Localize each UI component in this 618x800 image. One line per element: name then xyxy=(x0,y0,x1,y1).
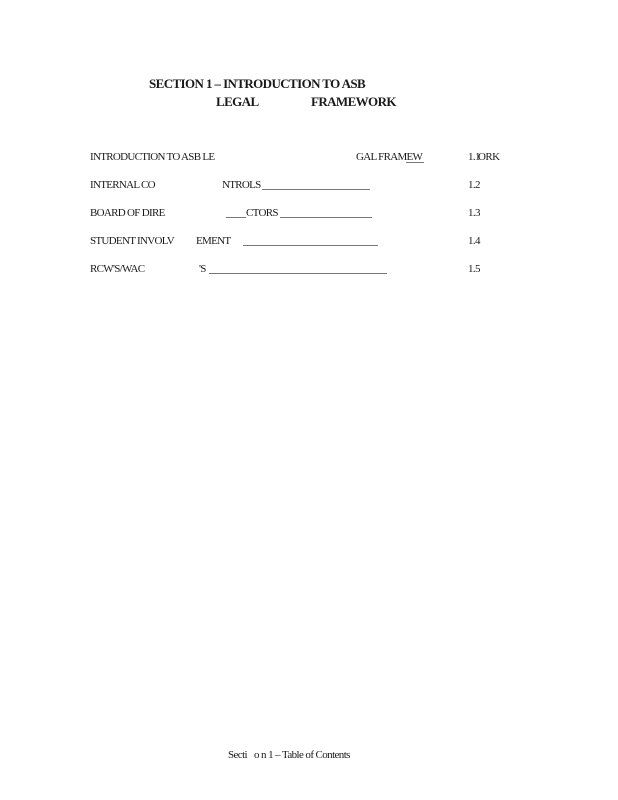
section-title-line-2-left: LEGAL xyxy=(216,94,259,109)
toc-row[interactable] xyxy=(0,207,618,227)
toc-page-number[interactable]: 1.5 xyxy=(468,263,480,275)
toc-row[interactable] xyxy=(0,179,618,199)
dot-leader xyxy=(406,162,424,163)
dot-leader xyxy=(243,245,378,246)
dot-leader xyxy=(280,217,372,218)
toc-row[interactable] xyxy=(0,151,618,171)
toc-row[interactable] xyxy=(0,235,618,255)
dot-leader xyxy=(262,189,370,190)
toc-entry-title[interactable]: INTRODUCTION TO ASB LE xyxy=(90,151,215,163)
toc-entry-title-continued[interactable]: NTROLS xyxy=(222,179,261,191)
section-title-line-2-right: FRAMEWORK xyxy=(311,94,396,109)
toc-page-number[interactable]: 1.4 xyxy=(468,235,480,247)
toc-page-number[interactable]: 1.2 xyxy=(468,179,480,191)
dot-leader xyxy=(226,217,246,218)
toc-page-number[interactable]: 1.3 xyxy=(468,207,480,219)
toc-entry-title[interactable]: RCW'S/WAC xyxy=(90,263,145,275)
toc-entry-title-continued[interactable]: EMENT xyxy=(196,235,231,247)
toc-entry-title-continued[interactable]: GAL FRAMEW xyxy=(356,151,423,163)
page-footer-continued: o n 1 – Table of Contents xyxy=(254,749,350,761)
section-title-line-1: SECTION 1 – INTRODUCTION TO ASB xyxy=(149,76,366,91)
toc-entry-title-continued[interactable]: CTORS xyxy=(246,207,278,219)
toc-entry-title-overflow: ORK xyxy=(478,151,500,163)
toc-page-number[interactable]: 1.1 xyxy=(468,151,480,163)
dot-leader xyxy=(209,273,387,274)
toc-row[interactable] xyxy=(0,263,618,283)
toc-entry-title[interactable]: STUDENT INVOLV xyxy=(90,235,175,247)
toc-entry-title[interactable]: BOARD OF DIRE xyxy=(90,207,165,219)
page-footer: Secti xyxy=(228,749,247,761)
toc-entry-title[interactable]: INTERNAL CO xyxy=(90,179,155,191)
toc-entry-title-continued[interactable]: 'S xyxy=(199,263,206,275)
